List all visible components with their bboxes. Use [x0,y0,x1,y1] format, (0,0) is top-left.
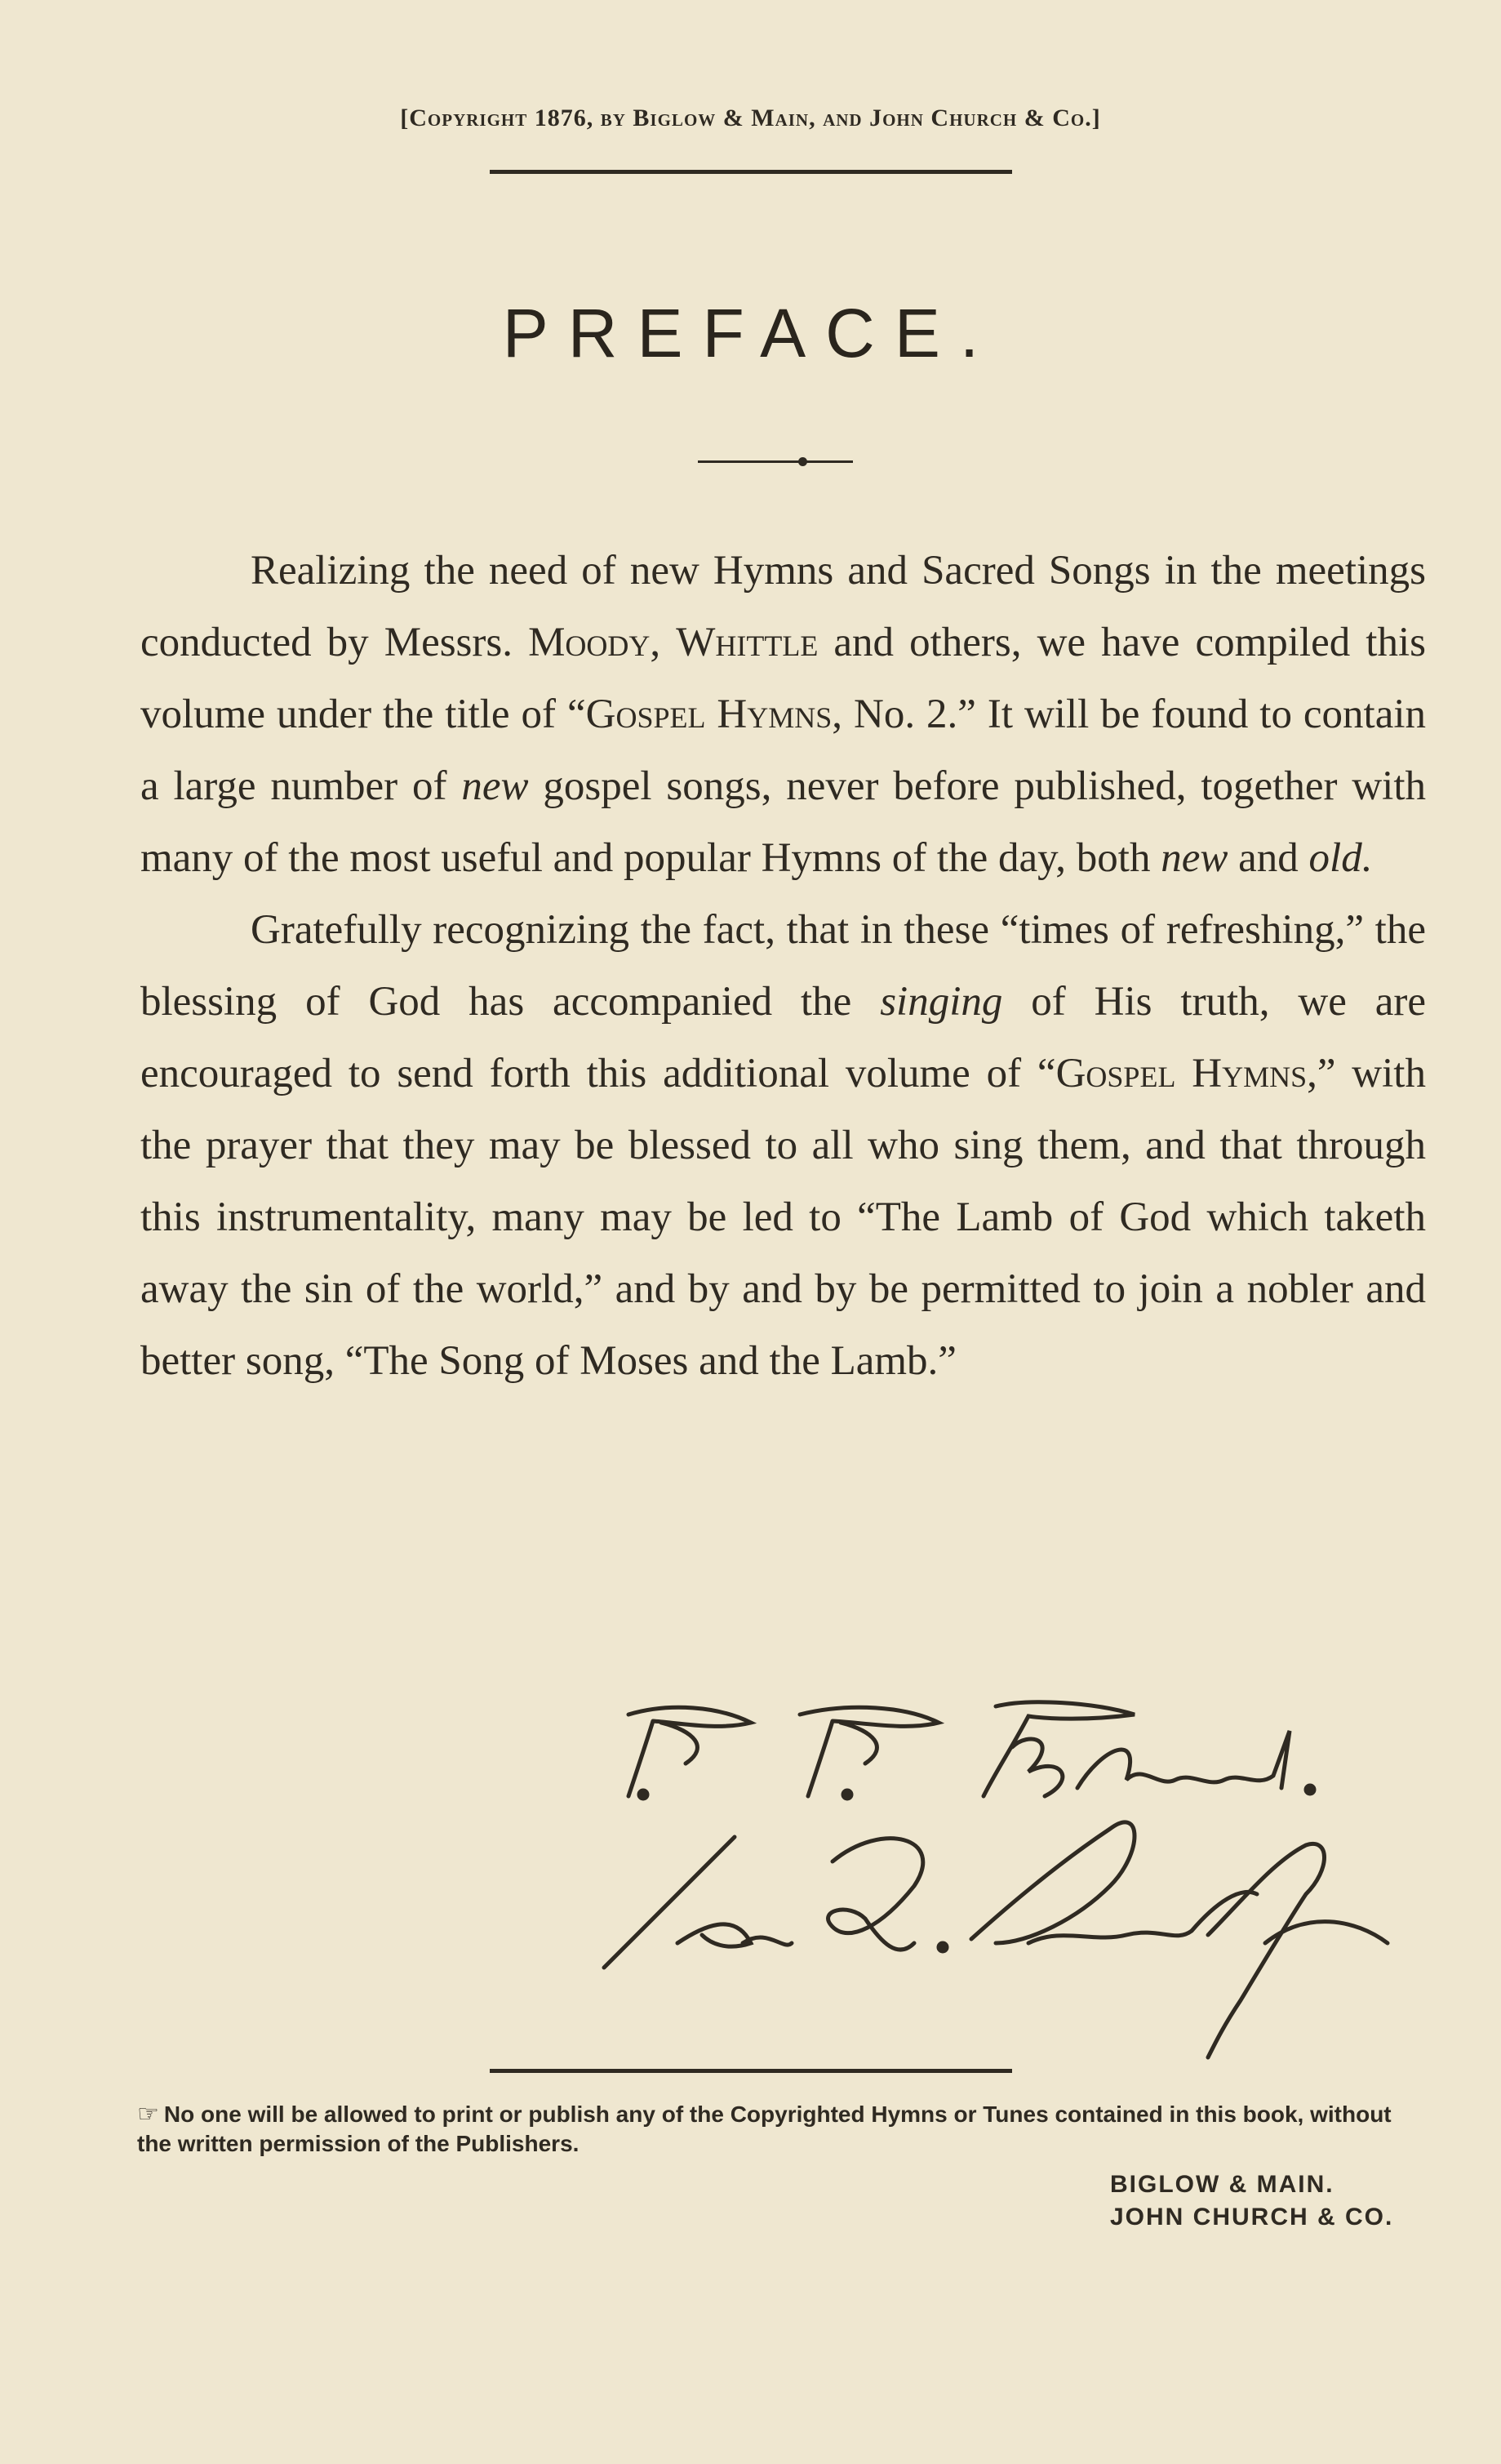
name-moody: Moody [528,620,651,665]
paragraph-1 [140,535,1426,894]
book-title-1: Gospel Hymns [585,692,833,737]
ornament-line [698,460,853,463]
pointing-hand-icon: ☞ [137,2101,159,2128]
p1-text-3: and others, we have compiled this volume under the title of “ [140,620,1426,737]
p2-text-2: of His truth, we are encouraged to send forth this additional volume of “ [140,979,1426,1096]
bottom-rule [490,2069,1012,2073]
signatures [571,1698,1469,2082]
p1-text-5: gospel songs, never before published, together with many of the most useful and popular Hymns of the day, both [140,763,1426,881]
p2-text-3: ,” with the prayer that they may be blessed to all who sing them, and that through this instrumentality, many may be led to “The Lamb of God which taketh away the sin of the world,” and by and by be permitted to join a nobler and better song, “The Song of Moses and the Lamb.” [140,1051,1426,1384]
p2-text-1: Gratefully recognizing the fact, that in these “times of refreshing,” the blessing of God has accompanied the [140,907,1426,1025]
ornament-divider [698,454,853,470]
signature-sankey [604,1822,1388,2057]
book-title-2: Gospel Hymns [1055,1051,1308,1096]
emph-old: old. [1308,835,1373,881]
p1-text-4: , No. 2.” It will be found to contain a large number of [140,692,1427,809]
emph-new: new [461,763,529,809]
publisher-john-church: JOHN CHURCH & CO. [1110,2204,1394,2230]
publisher-biglow-main: BIGLOW & MAIN. [1110,2171,1334,2198]
paragraph-2 [140,894,1426,1397]
p1-text-6: and [1228,835,1309,881]
top-rule [490,170,1012,174]
ornament-dot [798,457,807,466]
emph-new-2: new [1161,835,1228,881]
page-title: PREFACE. [502,295,999,371]
emph-singing: singing [880,979,1003,1025]
preface-body [140,535,1426,1397]
publishers [1110,2168,1393,2234]
copyright-notice [137,2100,1427,2159]
notice-text: No one will be allowed to print or publish any of the Copyrighted Hymns or Tunes contained in this book, without the written permission of the Publishers. [137,2102,1392,2156]
name-whittle: Whittle [676,620,819,665]
p1-text-2: , [650,620,677,665]
p1-text-1: Realizing the need of new Hymns and Sacred Songs in the meetings conducted by Messrs. [140,548,1426,665]
copyright-line: [Copyright 1876, by Biglow & Main, and John Church & Co.] [400,105,1101,131]
signature-bliss [628,1702,1314,1799]
